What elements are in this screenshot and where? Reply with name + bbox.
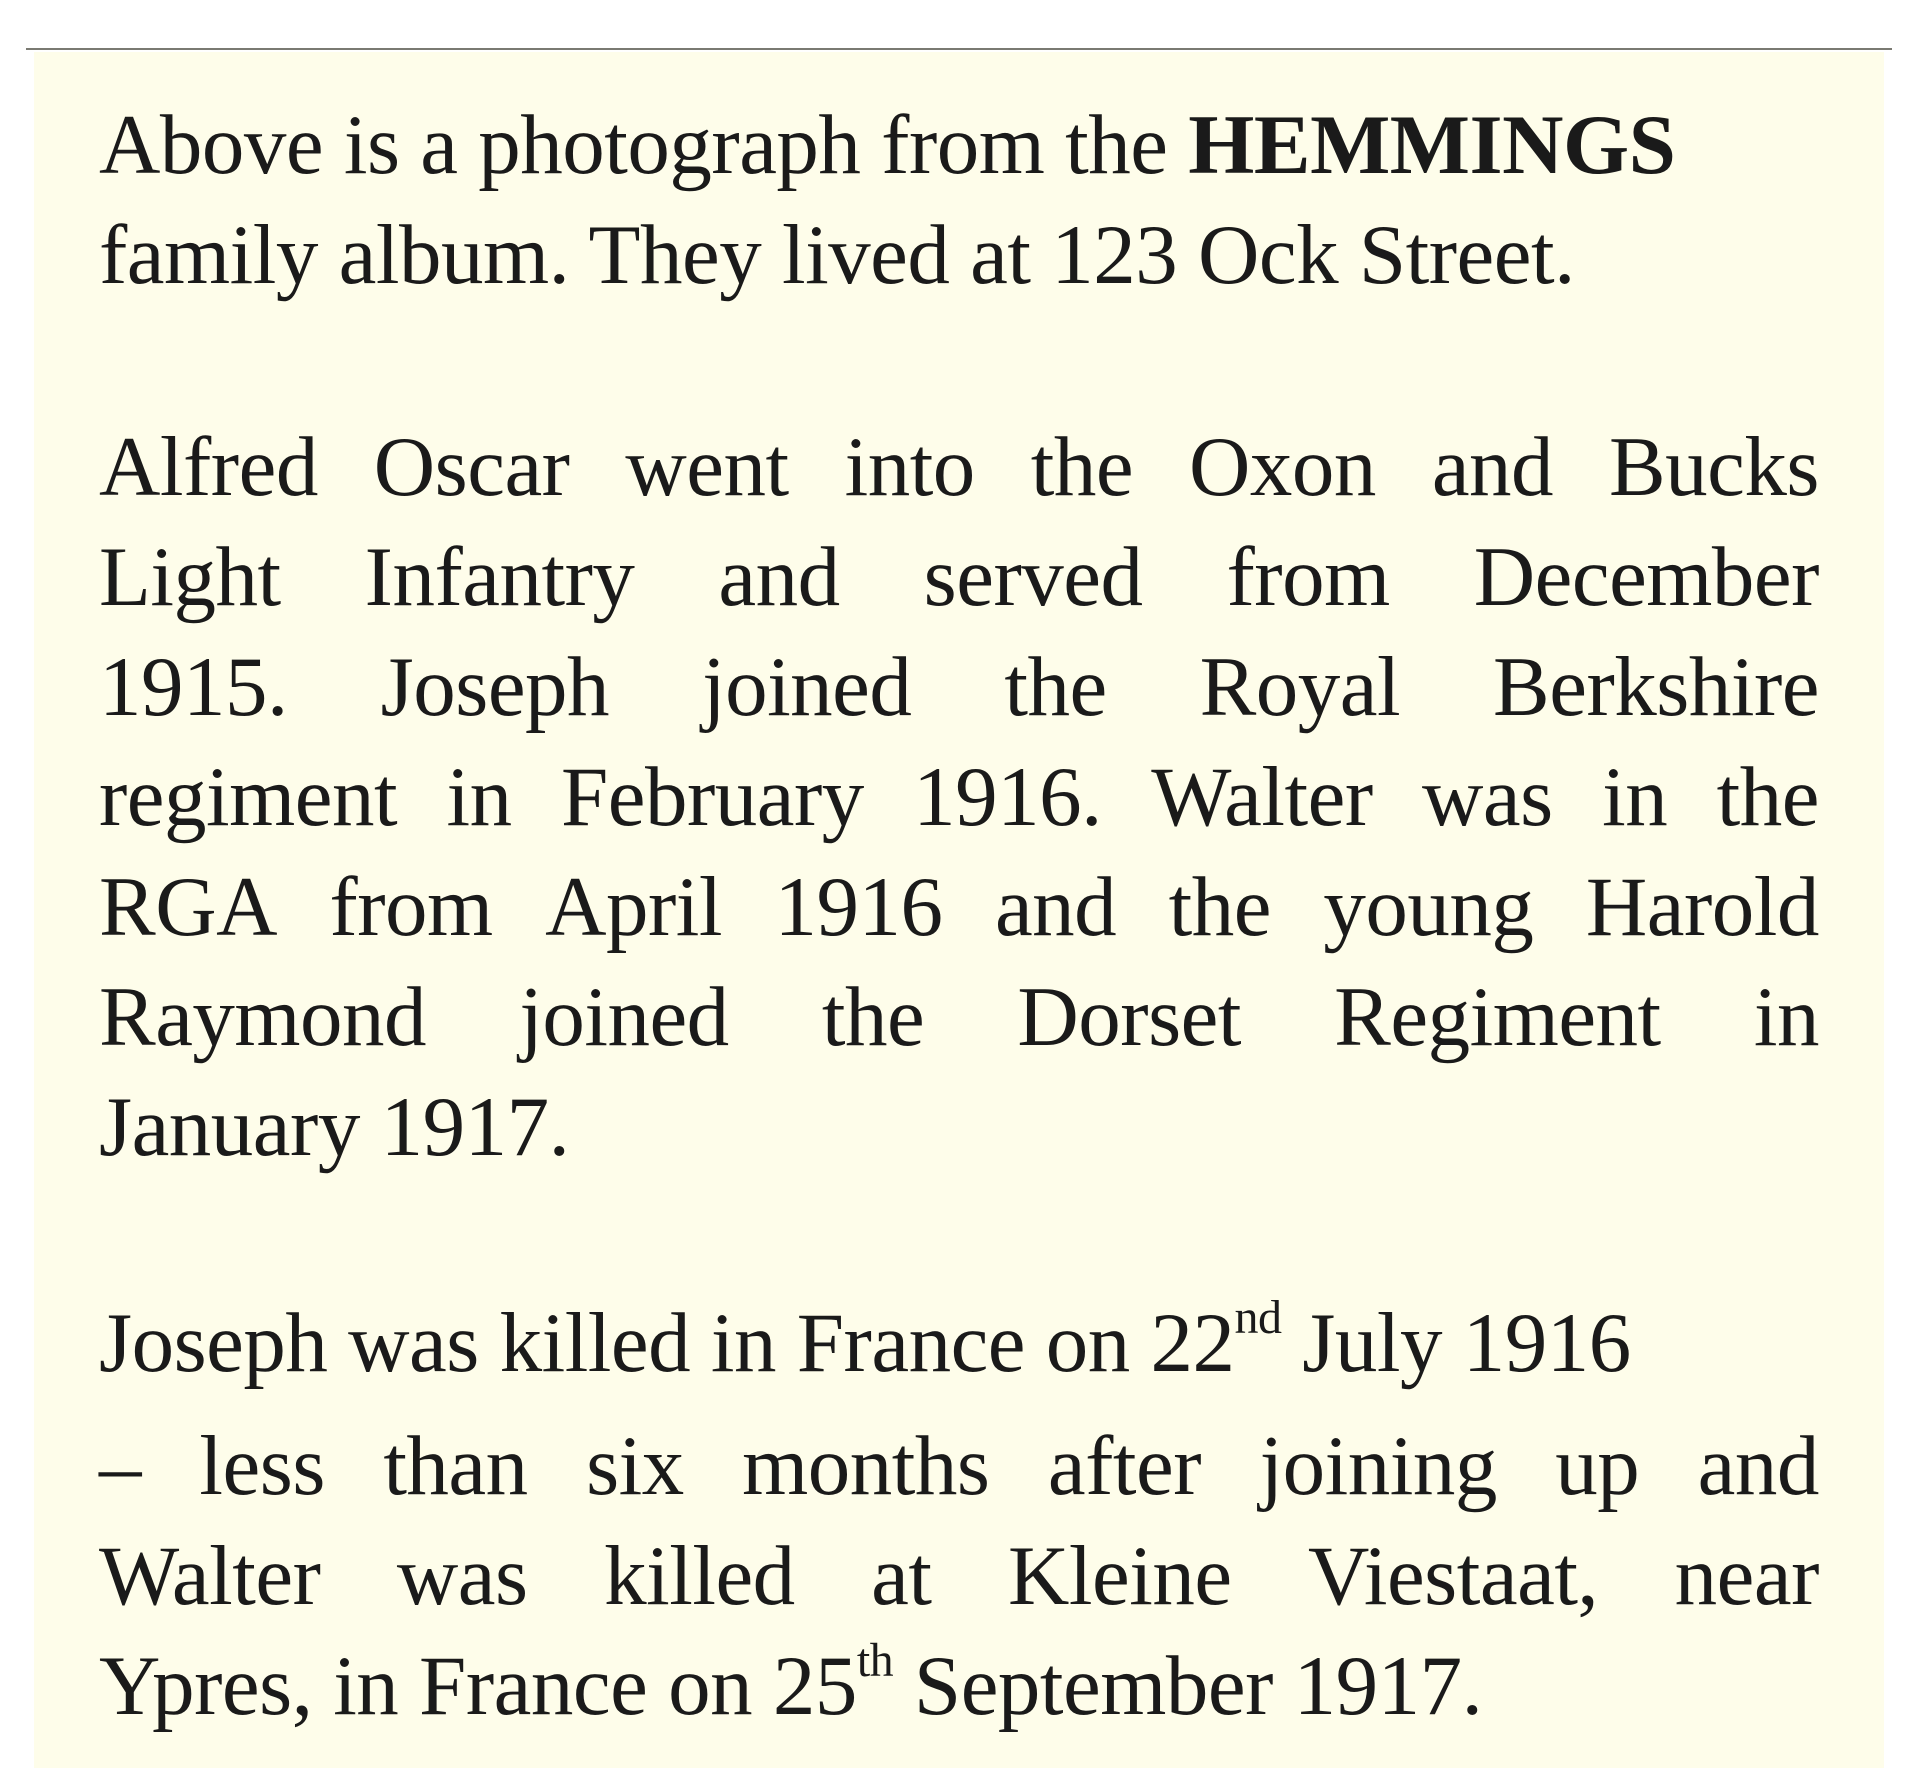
word: Regiment <box>1334 970 1661 1064</box>
word: near <box>1674 1529 1819 1623</box>
word: from <box>1226 530 1390 624</box>
paragraph-service-line-3 <box>99 632 1819 742</box>
word: joined <box>701 640 912 734</box>
word: Bucks <box>1608 420 1819 514</box>
word: less <box>199 1419 325 1513</box>
paragraph-intro <box>99 90 1819 310</box>
paragraph-service-line-6 <box>99 962 1819 1072</box>
word: in <box>1753 970 1819 1064</box>
word: joining <box>1259 1419 1497 1513</box>
word: months <box>742 1419 990 1513</box>
paragraph-service-line-2 <box>99 522 1819 632</box>
paragraph-intro-line-2: family album. They lived at 123 Ock Street. <box>99 208 1575 302</box>
word: February <box>560 750 864 844</box>
paragraph-service <box>99 412 1819 1182</box>
word: Joseph <box>380 640 610 734</box>
word: into <box>844 420 975 514</box>
word: Royal <box>1199 640 1401 734</box>
paragraph-casualties <box>99 1288 1819 1754</box>
word: young <box>1323 860 1534 954</box>
paragraph-casualties-line-2 <box>99 1411 1819 1521</box>
paragraph-intro-line-1 <box>99 90 1819 200</box>
ordinal-suffix: th <box>856 1634 894 1687</box>
word: and <box>994 860 1117 954</box>
word: December <box>1473 530 1819 624</box>
word: up <box>1555 1419 1640 1513</box>
word: Light <box>99 530 281 624</box>
word: went <box>625 420 789 514</box>
word: and <box>718 530 840 624</box>
intro-text: Above is a photograph from the <box>99 98 1189 192</box>
word: Alfred <box>99 420 318 514</box>
word: 1916 <box>774 860 943 954</box>
paragraph-casualties-line-3 <box>99 1521 1819 1631</box>
word: and <box>1431 420 1554 514</box>
word: the <box>1030 420 1134 514</box>
word: Oxon <box>1189 420 1376 514</box>
word: Dorset <box>1017 970 1241 1064</box>
casualty-text-1: Joseph was killed in France on 22 <box>99 1296 1235 1390</box>
paragraph-service-line-7: January 1917. <box>99 1080 570 1174</box>
word: was <box>396 1529 528 1623</box>
word: Kleine <box>1007 1529 1232 1623</box>
ordinal-suffix: nd <box>1234 1291 1282 1344</box>
word: joined <box>519 970 729 1064</box>
paragraph-service-line-5 <box>99 852 1819 962</box>
word: in <box>1602 750 1668 844</box>
word: and <box>1697 1419 1819 1513</box>
word: 1916. <box>913 750 1102 844</box>
word: Walter <box>1151 750 1373 844</box>
word: – <box>99 1419 141 1513</box>
word: served <box>923 530 1143 624</box>
word: the <box>1168 860 1271 954</box>
word: 1915. <box>99 640 288 734</box>
paragraph-casualties-line-4 <box>99 1631 1819 1754</box>
word: six <box>586 1419 684 1513</box>
word: than <box>383 1419 528 1513</box>
word: regiment <box>99 750 398 844</box>
word: in <box>446 750 512 844</box>
word: RGA <box>99 860 277 954</box>
word: Berkshire <box>1493 640 1819 734</box>
paragraph-service-line-1 <box>99 412 1819 522</box>
paragraph-casualties-line-1 <box>99 1288 1819 1411</box>
top-border-line <box>26 48 1892 50</box>
word: the <box>1004 640 1107 734</box>
word: Walter <box>99 1529 321 1623</box>
word: Infantry <box>364 530 635 624</box>
word: the <box>1716 750 1819 844</box>
word: Raymond <box>99 970 427 1064</box>
word: the <box>821 970 925 1064</box>
word: April <box>545 860 723 954</box>
word: Oscar <box>373 420 570 514</box>
word: Harold <box>1585 860 1819 954</box>
word: at <box>871 1529 932 1623</box>
word: Viestaat, <box>1308 1529 1599 1623</box>
word: after <box>1047 1419 1202 1513</box>
casualty-text-2: Ypres, in France on 25 <box>99 1639 857 1733</box>
word: was <box>1422 750 1553 844</box>
casualty-date-1: July 1916 <box>1281 1296 1631 1390</box>
family-name: HEMMINGS <box>1188 98 1676 192</box>
paragraph-service-line-4 <box>99 742 1819 852</box>
word: killed <box>604 1529 795 1623</box>
word: from <box>329 860 493 954</box>
casualty-date-2: September 1917. <box>893 1639 1483 1733</box>
